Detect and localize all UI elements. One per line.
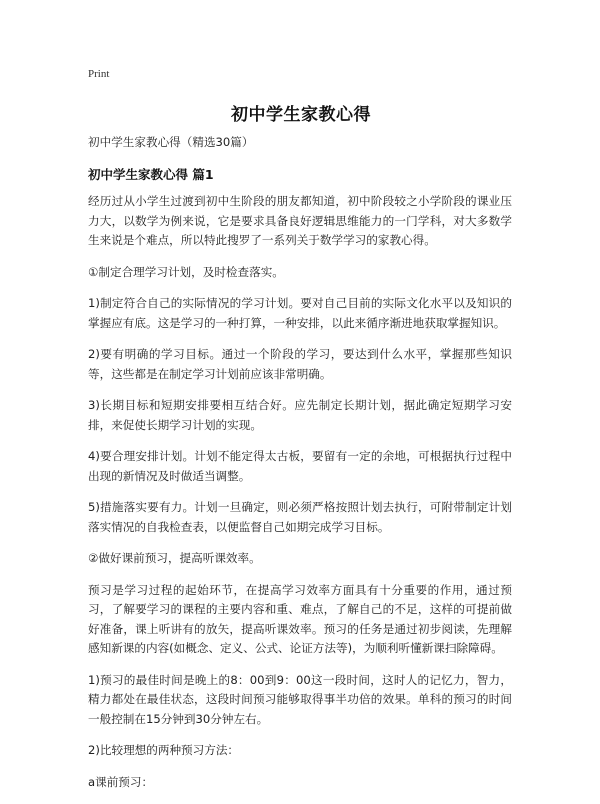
document-body [88,133,512,804]
paragraph-item-1: 1)制定符合自己的实际情况的学习计划。要对自己目前的实际文化水平以及知识的掌握应有底。这是学习的一种打算，一种安排，以此来循序渐进地获取掌握知识。 [88,296,512,330]
page-title: 初中学生家教心得 [231,105,371,125]
paragraph-preview-a: a课前预习： [88,774,154,789]
paragraph-item-3: 3)长期目标和短期安排要相互结合好。应先制定长期计划，据此确定短期学习安排，来促使长期学习计划的实现。 [88,398,512,432]
print-link[interactable]: Print [88,68,110,80]
point-heading-2: ②做好课前预习，提高听课效率。 [88,551,261,565]
paragraph-item-4: 4)要合理安排计划。计划不能定得太古板，要留有一定的余地，可根据执行过程中出现的新情况及时做适当调整。 [88,449,512,483]
paragraph-item-2: 2)要有明确的学习目标。通过一个阶段的学习，要达到什么水平，掌握那些知识等，这些都是在制定学习计划前应该非常明确。 [88,347,512,381]
paragraph-intro: 经历过从小学生过渡到初中生阶段的朋友都知道，初中阶段较之小学阶段的课业压力大，以数学为例来说，它是要求具备良好逻辑思维能力的一门学科，对大多数学生来说是个难点，所以特此搜罗了一系列关于数学学习的家教心得。 [88,194,512,247]
paragraph-preview-methods: 2)比较理想的两种预习方法： [88,743,240,757]
paragraph-item-5: 5)措施落实要有力。计划一旦确定，则必须严格按照计划去执行，可附带制定计划落实情况的自我检查表，以便监督自己如期完成学习目标。 [88,500,512,534]
section-heading: 初中学生家教心得 篇1 [88,166,214,182]
point-heading-1: ①制定合理学习计划，及时检查落实。 [88,264,284,279]
paragraph-preview-time: 1)预习的最佳时间是晚上的8：00到9：00这一段时间，这时人的记忆力，智力，精力都处在最佳状态，这段时间预习能够取得事半功倍的效果。单科的预习的时间一般控制在15分钟到30分钟左右。 [88,672,512,726]
document-subtitle: 初中学生家教心得（精选30篇） [88,135,254,149]
paragraph-preview: 预习是学习过程的起始环节，在提高学习效率方面具有十分重要的作用，通过预习，了解要学习的课程的主要内容和重、难点，了解自己的不足，这样的可提前做好准备，课上听讲有的放矢，提高听课效率。预习的任务是通过初步阅读，先理解感知新课的内容(如概念、定义、公式、论证方法等)，为顺利听懂新课扫除障碍。 [88,582,512,655]
